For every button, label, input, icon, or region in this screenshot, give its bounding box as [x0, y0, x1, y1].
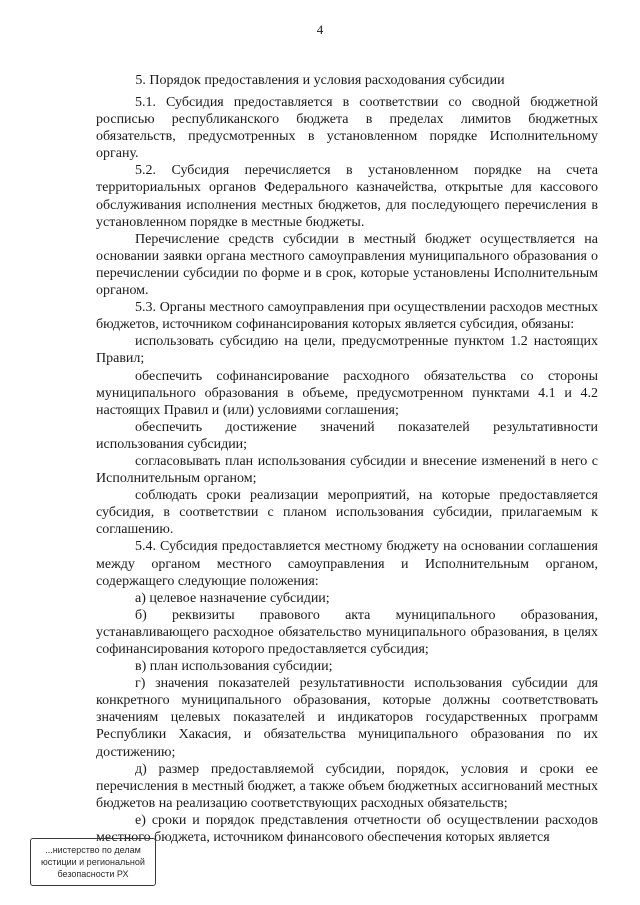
section-title: 5. Порядок предоставления и условия расходования субсидии — [135, 73, 505, 88]
obligation-item: обеспечить софинансирование расходного обязательства со стороны муниципального образования в объеме, предусмотренном пунктами 4.1 и 4.2 настоящих Правил и (или) условиями соглашения; — [96, 368, 598, 418]
agreement-item: б) реквизиты правового акта муниципального образования, устанавливающего расходное обязательство муниципального образования, в целях софинансирования которого предоставляется субсидия; — [96, 607, 598, 657]
agreement-item: е) сроки и порядок представления отчетности об осуществлении расходов местного бюджета, источником финансового обеспечения которых является — [96, 812, 598, 846]
paragraph-5-4: 5.4. Субсидия предоставляется местному бюджету на основании соглашения между органом местного самоуправления и Исполнительным органом, содержащего следующие положения: — [96, 539, 598, 589]
agreement-item: д) размер предоставляемой субсидии, порядок, условия и сроки ее перечисления в местный бюджет, а также объем бюджетных ассигнований местных бюджетов на реализацию соответствующих расходных обязательств; — [96, 761, 598, 811]
document-body — [96, 94, 598, 846]
stamp-line: юстиции и региональной — [41, 857, 145, 867]
paragraph-5-2: 5.2. Субсидия перечисляется в установленном порядке на счета территориальных органов Федерального казначейства, открытые для кассового обслуживания исполнения местных бюджетов, для последующего перечисления в установленном порядке в местные бюджеты. — [96, 163, 598, 230]
stamp-line: ...нистерство по делам — [45, 845, 141, 855]
agreement-item: в) план использования субсидии; — [135, 659, 333, 675]
ministry-stamp — [30, 838, 156, 886]
obligation-item: использовать субсидию на цели, предусмотренные пунктом 1.2 настоящих Правил; — [96, 334, 598, 367]
page-number: 4 — [316, 22, 324, 37]
paragraph-5-1: 5.1. Субсидия предоставляется в соответствии со сводной бюджетной росписью республиканского бюджета в пределах лимитов бюджетных обязательств, предусмотренных в установленном порядке Исполнительному органу. — [96, 95, 598, 162]
agreement-item: г) значения показателей результативности использования субсидии для конкретного муниципального образования, которые должны соответствовать значениям целевых показателей и индикаторов государственных программ Республики Хакасия, и обязательства муниципального образования по их достижению; — [96, 676, 598, 760]
agreement-item: а) целевое назначение субсидии; — [135, 590, 330, 606]
paragraph-5-3: 5.3. Органы местного самоуправления при осуществлении расходов местных бюджетов, источником софинансирования которых является субсидия, обязаны: — [96, 300, 598, 333]
obligation-item: согласовывать план использования субсидии и внесение изменений в него с Исполнительным органом; — [96, 453, 598, 487]
obligation-item: соблюдать сроки реализации мероприятий, на которые предоставляется субсидия, в соответствии с планом использования субсидии, прилагаемым к соглашению. — [96, 488, 598, 538]
stamp-line: безопасности РХ — [57, 869, 129, 879]
obligation-item: обеспечить достижение значений показателей результативности использования субсидии; — [96, 419, 598, 452]
paragraph-transfer: Перечисление средств субсидии в местный бюджет осуществляется на основании заявки органа местного самоуправления муниципального образования о перечислении субсидии по форме и в срок, которые установлены Исполнительным органом. — [96, 231, 598, 299]
